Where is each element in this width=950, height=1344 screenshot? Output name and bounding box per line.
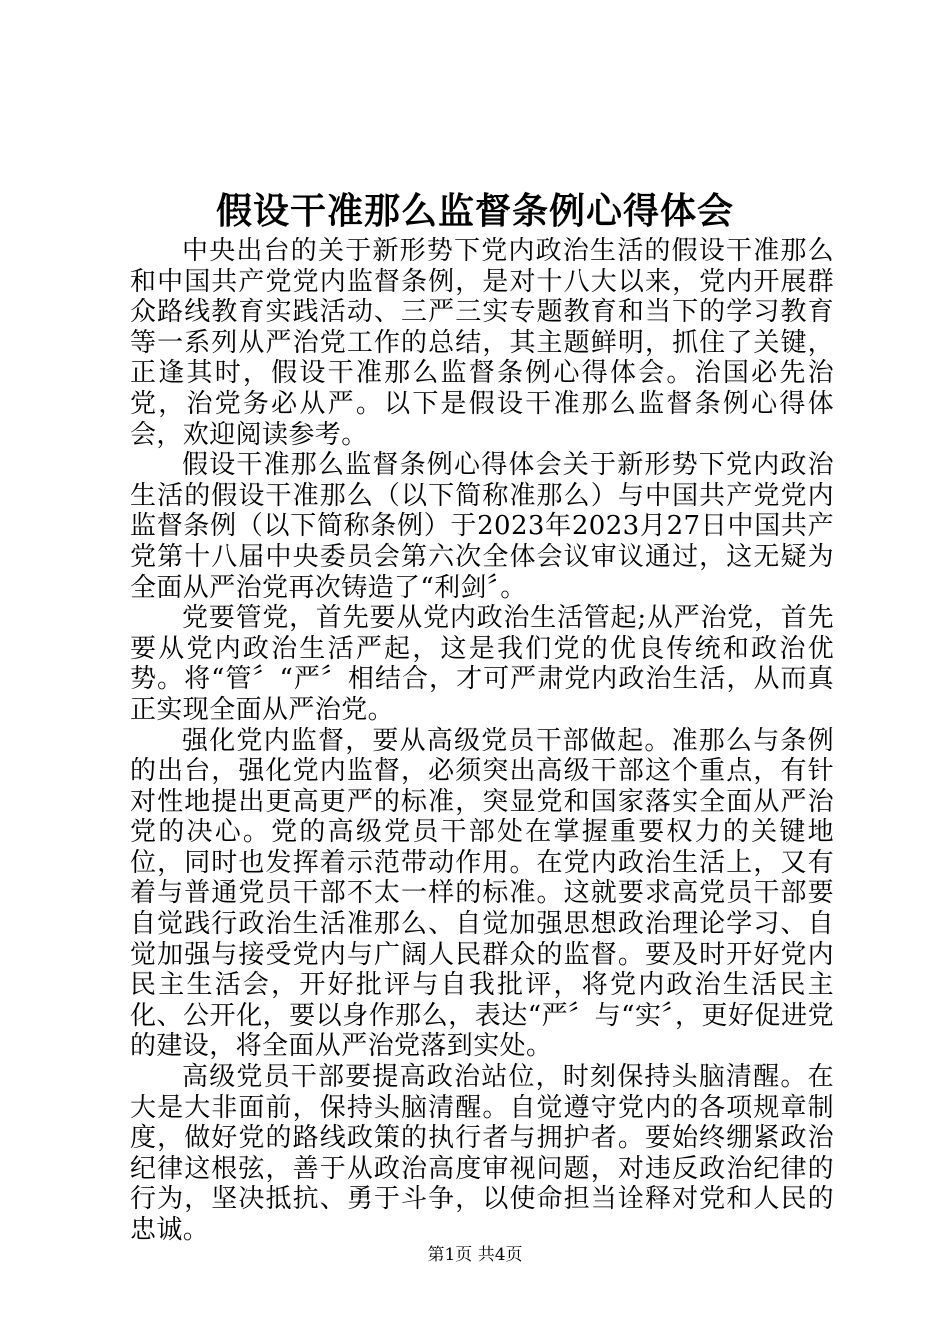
paragraph-3: 党要管党，首先要从党内政治生活管起;从严治党，首先要从党内政治生活严起，这是我们党的优良传统和政治优势。将“管〞“严〞相结合，才可严肃党内政治生活，从而真正实现全面从严治党。 xyxy=(130,603,834,725)
paragraph-5: 高级党员干部要提高政治站位，时刻保持头脑清醒。在大是大非面前，保持头脑清醒。自觉遵守党内的各项规章制度，做好党的路线政策的执行者与拥护者。要始终绷紧政治纪律这根弦，善于从政治高度审视问题，对违反政治纪律的行为，坚决抵抗、勇于斗争，以使命担当诠释对党和人民的忠诚。 xyxy=(130,1062,834,1245)
document-body xyxy=(130,236,834,1246)
page-footer: 第1页 共4页 xyxy=(427,1245,523,1265)
document-title: 假设干准那么监督条例心得体会 xyxy=(215,190,734,232)
paragraph-4: 强化党内监督，要从高级党员干部做起。准那么与条例的出台，强化党内监督，必须突出高级干部这个重点，有针对性地提出更高更严的标准，突显党和国家落实全面从严治党的决心。党的高级党员干部处在掌握重要权力的关键地位，同时也发挥着示范带动作用。在党内政治生活上，又有着与普通党员干部不太一样的标准。这就要求高党员干部要自觉践行政治生活准那么、自觉加强思想政治理论学习、自觉加强与接受党内与广阔人民群众的监督。要及时开好党内民主生活会，开好批评与自我批评，将党内政治生活民主化、公开化，要以身作那么，表达“严〞与“实〞，更好促进党的建设，将全面从严治党落到实处。 xyxy=(130,725,834,1062)
paragraph-1: 中央出台的关于新形势下党内政治生活的假设干准那么和中国共产党党内监督条例，是对十八大以来，党内开展群众路线教育实践活动、三严三实专题教育和当下的学习教育等一系列从严治党工作的总结，其主题鲜明，抓住了关键，正逢其时，假设干准那么监督条例心得体会。治国必先治党，治党务必从严。以下是假设干准那么监督条例心得体会，欢迎阅读参考。 xyxy=(130,236,834,450)
paragraph-2: 假设干准那么监督条例心得体会关于新形势下党内政治生活的假设干准那么（以下简称准那么）与中国共产党党内监督条例（以下简称条例）于2023年2023月27日中国共产党第十八届中央委员会第六次全体会议审议通过，这无疑为全面从严治党再次铸造了“利剑〞。 xyxy=(130,450,834,603)
